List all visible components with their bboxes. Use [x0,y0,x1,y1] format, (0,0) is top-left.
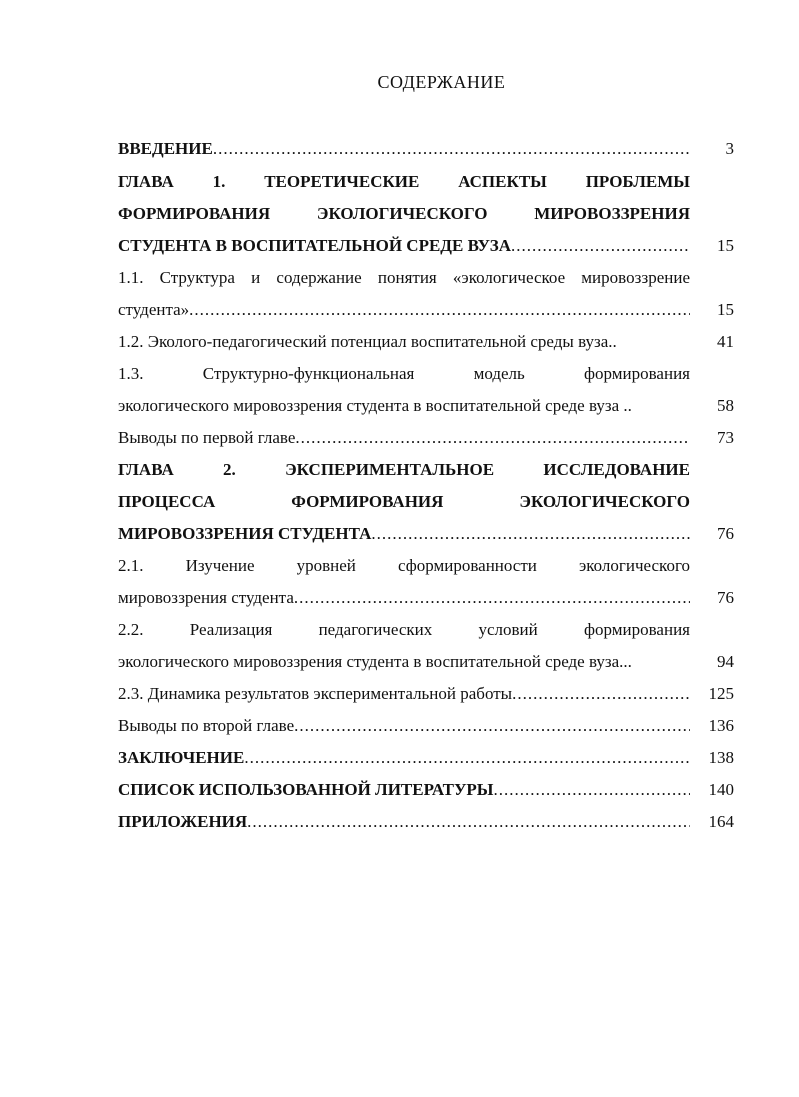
toc-leader-dots [295,428,690,448]
toc-conclusion [118,748,690,768]
toc-entry-text: ЗАКЛЮЧЕНИЕ [118,748,245,767]
toc-section-2-2-line-1: 2.2. Реализация педагогических условий формирования [118,620,690,639]
toc-page-number: 138 [708,748,734,767]
toc-leader-dots [494,780,691,800]
toc-entry-text: студента» [118,300,190,319]
toc-leader-dots [371,524,690,544]
toc-page-number: 94 [717,652,734,671]
toc-page-number: 73 [717,428,734,447]
toc-leader-dots [512,684,690,704]
toc-entry-text: Выводы по второй главе [118,716,295,735]
page-title: СОДЕРЖАНИЕ [377,72,506,92]
toc-page-number: 3 [725,139,734,158]
toc-page-number: 41 [717,332,734,351]
toc-chapter-1-line-1: ГЛАВА 1. ТЕОРЕТИЧЕСКИЕ АСПЕКТЫ ПРОБЛЕМЫ [118,172,690,191]
toc-leader-dots [247,812,690,832]
toc-entry-introduction [118,139,690,159]
toc-appendices [118,812,690,832]
toc-section-2-1-line-2 [118,588,690,608]
toc-conclusions-chapter-1 [118,428,690,448]
toc-page-number: 76 [717,588,734,607]
toc-entry-text: ВВЕДЕНИЕ [118,139,213,158]
toc-entry-text: СТУДЕНТА В ВОСПИТАТЕЛЬНОЙ СРЕДЕ ВУЗА [118,236,512,255]
toc-section-2-1-line-1: 2.1. Изучение уровней сформированности экологического [118,556,690,575]
toc-chapter-2-line-1: ГЛАВА 2. ЭКСПЕРИМЕНТАЛЬНОЕ ИССЛЕДОВАНИЕ [118,460,690,479]
toc-leader-dots [294,716,690,736]
toc-page-number: 58 [717,396,734,415]
toc-leader-dots [294,588,690,608]
toc-page-number: 15 [717,236,734,255]
toc-section-1-1-line-1: 1.1. Структура и содержание понятия «экологическое мировоззрение [118,268,690,287]
toc-entry-text: Выводы по первой главе [118,428,296,447]
toc-page-number: 140 [708,780,734,799]
toc-leader-dots [189,300,690,320]
toc-entry-text: мировоззрения студента [118,588,294,607]
toc-page-number: 164 [708,812,734,831]
toc-section-2-2-line-2: экологического мировоззрения студента в воспитательной среде вуза... [118,652,632,671]
toc-references [118,780,690,800]
toc-leader-dots [511,236,690,256]
toc-chapter-1-line-2: ФОРМИРОВАНИЯ ЭКОЛОГИЧЕСКОГО МИРОВОЗЗРЕНИЯ [118,204,690,223]
toc-entry-text: ПРИЛОЖЕНИЯ [118,812,248,831]
toc-chapter-2-line-2: ПРОЦЕССА ФОРМИРОВАНИЯ ЭКОЛОГИЧЕСКОГО [118,492,690,511]
toc-leader-dots [213,139,690,159]
toc-leader-dots [244,748,690,768]
toc-section-1-1-line-2 [118,300,690,320]
toc-chapter-2-line-3 [118,524,690,544]
toc-section-1-2: 1.2. Эколого-педагогический потенциал воспитательной среды вуза.. [118,332,617,351]
toc-page-number: 15 [717,300,734,319]
toc-entry-text: 2.3. Динамика результатов экспериментальной работы [118,684,513,703]
toc-conclusions-chapter-2 [118,716,690,736]
toc-section-2-3 [118,684,690,704]
toc-page-number: 125 [708,684,734,703]
toc-entry-text: СПИСОК ИСПОЛЬЗОВАННОЙ ЛИТЕРАТУРЫ [118,780,494,799]
toc-page-number: 76 [717,524,734,543]
toc-chapter-1-line-3 [118,236,690,256]
toc-section-1-3-line-1: 1.3. Структурно-функциональная модель формирования [118,364,690,383]
toc-section-1-3-line-2: экологического мировоззрения студента в воспитательной среде вуза .. [118,396,632,415]
toc-entry-text: МИРОВОЗЗРЕНИЯ СТУДЕНТА [118,524,372,543]
toc-page-number: 136 [708,716,734,735]
